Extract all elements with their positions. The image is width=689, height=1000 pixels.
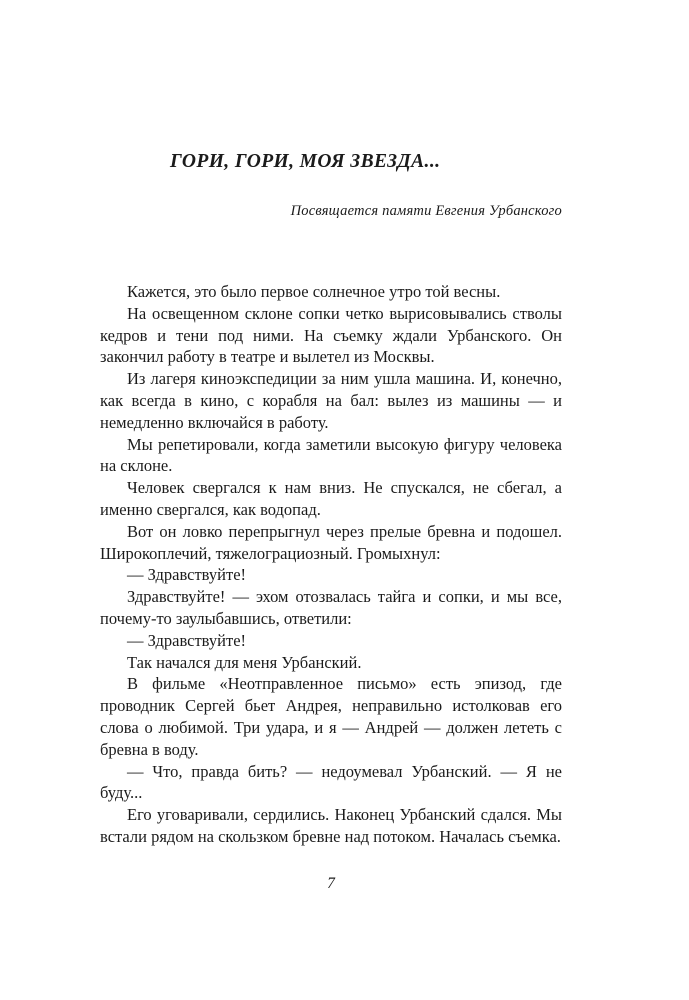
paragraph: Человек свергался к нам вниз. Не спускался, не сбегал, а именно свергался, как водопад. [100,478,562,519]
chapter-title: ГОРИ, ГОРИ, МОЯ ЗВЕЗДА... [170,151,441,172]
paragraph: В фильме «Неотправленное письмо» есть эпизод, где проводник Сергей бьет Андрея, неправильно истолковав его слова о любимой. Три удара, и я — Андрей — должен лететь с бревна в воду. [100,674,562,759]
paragraph: Вот он ловко перепрыгнул через прелые бревна и подошел. Широкоплечий, тяжелограциозный. Громыхнул: [100,521,562,563]
paragraph: Его уговаривали, сердились. Наконец Урбанский сдался. Мы встали рядом на скользком бревне над потоком. Началась съемка. [100,805,562,846]
paragraph: Так начался для меня Урбанский. [127,652,362,672]
page-number: 7 [327,875,335,892]
paragraph: Здравствуйте! — эхом отозвалась тайга и сопки, и мы все, почему-то заулыбавшись, ответили: [100,587,562,628]
paragraph: — Что, правда бить? — недоумевал Урбанский. — Я не буду... [100,761,562,803]
paragraph: Кажется, это было первое солнечное утро той весны. [127,282,501,301]
paragraph: — Здравствуйте! [127,565,247,585]
paragraph: — Здравствуйте! [127,630,247,650]
paragraph: Из лагеря киноэкспедиции за ним ушла машина. И, конечно, как всегда в кино, с корабля на бал: вылез из машины — и немедленно включайся в работу. [100,369,562,432]
paragraph: Мы репетировали, когда заметили высокую фигуру человека на склоне. [100,434,562,476]
paragraph: На освещенном склоне сопки четко вырисовывались стволы кедров и тени под ними. На съемку ждали Урбанского. Он закончил работу в театре и вылетел из Москвы. [100,303,562,367]
body-text [100,281,562,848]
dedication: Посвящается памяти Евгения Урбанского [290,203,562,219]
